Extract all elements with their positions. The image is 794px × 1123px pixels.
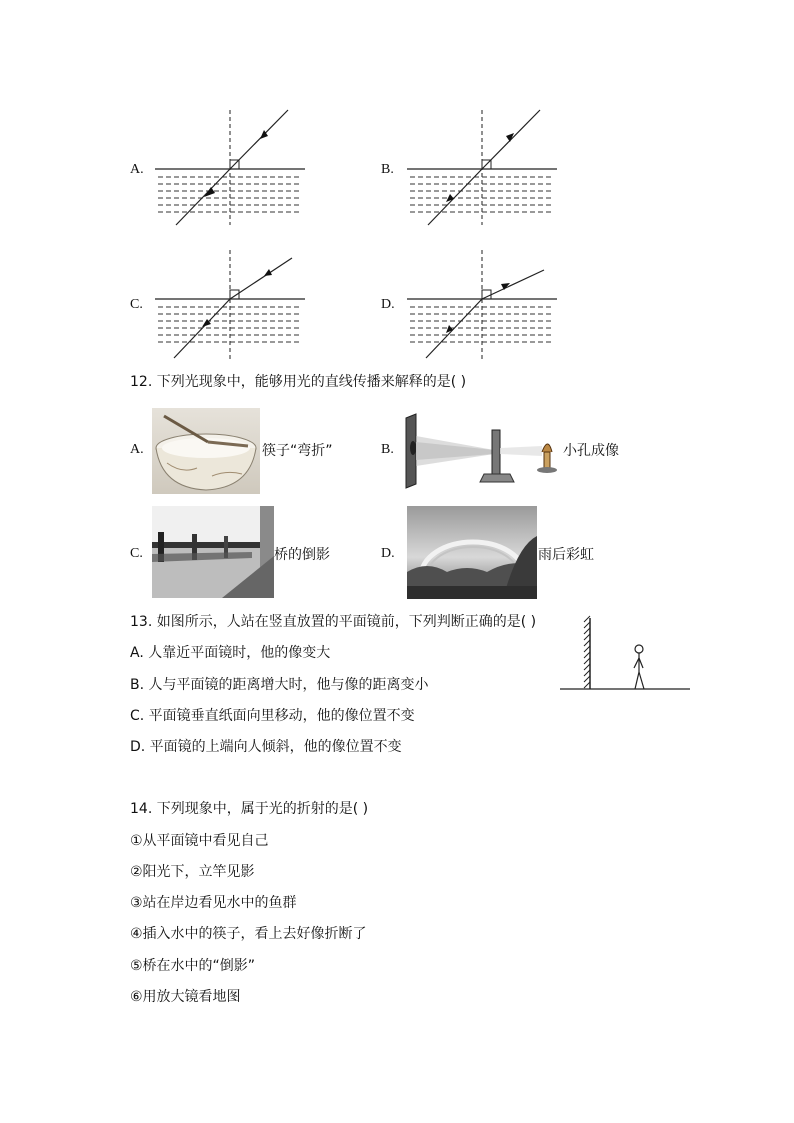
q14-stem: 14. 下列现象中，属于光的折射的是( ) — [130, 801, 369, 817]
q14-item-3: ③站在岸边看见水中的鱼群 — [130, 895, 297, 911]
q11-option-b-letter: B. — [381, 162, 394, 177]
q14-item-1: ①从平面镜中看见自己 — [130, 833, 269, 849]
q12-option-d-letter: D. — [381, 546, 395, 561]
q13-stem: 13. 如图所示，人站在竖直放置的平面镜前，下列判断正确的是( ) — [130, 614, 537, 630]
q11-diagram-d — [402, 245, 562, 365]
pinhole-camera-diagram — [402, 412, 562, 490]
q11-diagram-a — [150, 105, 310, 230]
q11-option-c-letter: C. — [130, 297, 143, 312]
q12-option-b-letter: B. — [381, 442, 394, 457]
q13-option-b: B. 人与平面镜的距离增大时，他与像的距离变小 — [130, 677, 429, 693]
q12-option-a-caption: 筷子“弯折” — [262, 443, 333, 459]
q12-option-a-letter: A. — [130, 442, 144, 457]
q12-option-d-caption: 雨后彩虹 — [538, 547, 594, 563]
q14-item-5: ⑤桥在水中的“倒影” — [130, 958, 256, 974]
bridge-reflection-photo — [152, 506, 274, 598]
chopstick-bowl-photo — [152, 408, 260, 494]
q14-item-6: ⑥用放大镜看地图 — [130, 989, 241, 1005]
mirror-person-diagram — [560, 612, 692, 694]
q13-option-a: A. 人靠近平面镜时，他的像变大 — [130, 645, 331, 661]
q13-option-d: D. 平面镜的上端向人倾斜，他的像位置不变 — [130, 739, 402, 755]
arrow-icon — [446, 194, 454, 202]
q11-diagram-c — [150, 245, 310, 365]
q11-option-d-letter: D. — [381, 297, 395, 312]
q13-option-c: C. 平面镜垂直纸面向里移动，他的像位置不变 — [130, 708, 415, 724]
rainbow-photo — [407, 506, 537, 599]
q11-diagram-b — [402, 105, 562, 230]
arrow-icon — [446, 325, 453, 333]
q14-item-2: ②阳光下，立竿见影 — [130, 864, 255, 880]
arrow-icon — [204, 187, 215, 197]
q12-option-b-caption: 小孔成像 — [563, 443, 619, 459]
q12-stem: 12. 下列光现象中，能够用光的直线传播来解释的是( ) — [130, 374, 467, 390]
q11-option-a-letter: A. — [130, 162, 144, 177]
q14-item-4: ④插入水中的筷子，看上去好像折断了 — [130, 926, 367, 942]
q12-option-c-caption: 桥的倒影 — [274, 547, 330, 563]
q12-option-c-letter: C. — [130, 546, 143, 561]
